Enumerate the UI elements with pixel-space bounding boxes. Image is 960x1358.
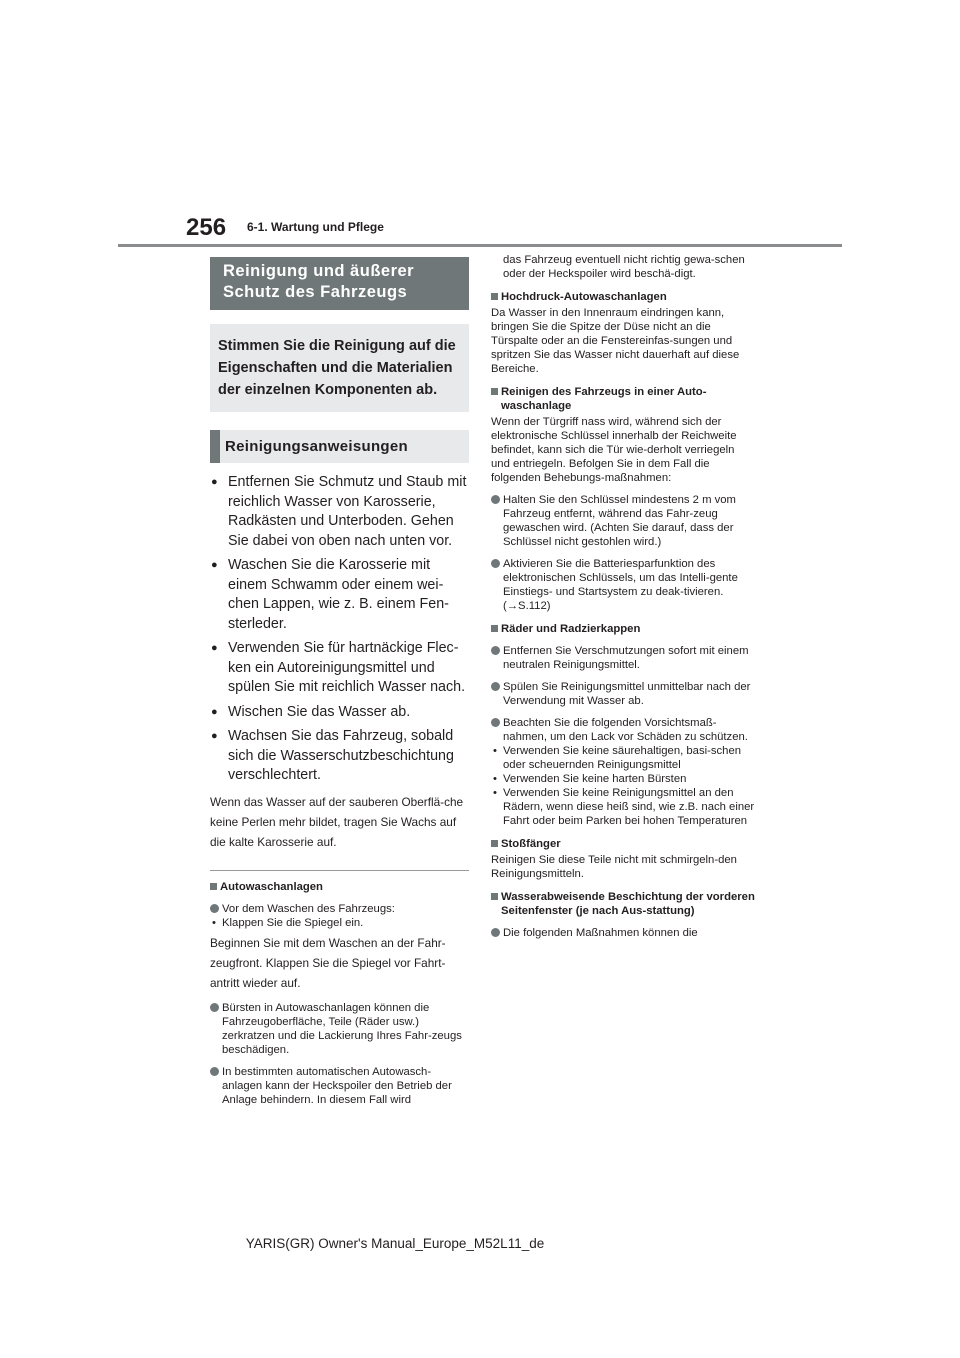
section-title: Reinigung und äußerer Schutz des Fahrzeugs [210, 257, 469, 310]
square-icon [210, 883, 217, 890]
dash-item: • Verwenden Sie keine harten Bürsten [493, 773, 687, 785]
bumper-heading: Stoßfänger [491, 837, 755, 851]
wheels-heading: Räder und Radzierkappen [491, 622, 755, 636]
coating-bullet: Die folgenden Maßnahmen können die [491, 926, 755, 940]
car-wash-clean-heading: Reinigen des Fahrzeugs in einer Auto-waschanlage [491, 385, 755, 413]
bullet-icon: ● [211, 559, 218, 571]
footer-text: YARIS(GR) Owner's Manual_Europe_M52L11_de [245, 1236, 545, 1251]
square-icon [491, 388, 498, 395]
high-pressure-heading: Hochdruck-Autowaschanlagen [491, 290, 755, 304]
circle-bullet-icon [491, 495, 500, 504]
circle-bullet-icon [491, 718, 500, 727]
circle-bullet-icon [210, 1003, 219, 1012]
circle-bullet-icon [491, 928, 500, 937]
footer [0, 1236, 960, 1251]
square-icon [491, 840, 498, 847]
bullet-icon: ● [211, 476, 218, 488]
section-header: 6-1. Wartung und Pflege [247, 220, 384, 234]
circle-bullet-icon [491, 682, 500, 691]
wheels-bullet: Beachten Sie die folgenden Vorsichtsmaß-nahmen, um den Lack vor Schäden zu schützen. [491, 716, 755, 744]
list-item: ● Waschen Sie die Karosserie mit einem Schwamm oder einem wei-chen Lappen, wie z. B. einem Fen-sterleder. [211, 557, 449, 632]
wax-note: Wenn das Wasser auf der sauberen Oberflä-che keine Perlen mehr bildet, tragen Sie Wachs auf die kalte Karosserie auf. [210, 794, 464, 849]
car-wash-bullet: Bürsten in Autowaschanlagen können die Fahrzeugoberfläche, Teile (Räder usw.) zerkratzen und die Lackierung Ihres Fahr-zeugs beschädigen. [210, 1001, 469, 1057]
list-item: ● Verwenden Sie für hartnäckige Flec-ken ein Autoreinigungsmittel und spülen Sie mit reichlich Wasser nach. [211, 640, 466, 695]
wheels-bullet: Entfernen Sie Verschmutzungen sofort mit einem neutralen Reinigungsmittel. [491, 644, 755, 672]
header-rule [118, 244, 842, 247]
page-number: 256 [186, 214, 227, 241]
car-wash-clean-text: Wenn der Türgriff nass wird, während sich der elektronische Schlüssel innerhalb der Reichweite befindet, kann sich die Tür wie-derholt verriegeln und entriegeln. Befolgen Sie in dem Fall die folgenden Behebungs-maßnahmen: [491, 416, 737, 484]
left-column [210, 257, 469, 1107]
square-icon [491, 893, 498, 900]
high-pressure-text: Da Wasser in den Innenraum eindringen kann, bringen Sie die Spitze der Düse nicht an die Türspalte oder an die Fenstereinfas-sungen und spritzen Sie das Wasser nicht dauerhaft auf diese Bereiche. [491, 307, 740, 375]
circle-bullet-icon [210, 1067, 219, 1076]
list-item: ● Wischen Sie das Wasser ab. [210, 703, 469, 723]
instruction-list [210, 473, 469, 786]
right-column [491, 253, 755, 940]
divider [210, 870, 469, 871]
car-wash-clean-bullet: Halten Sie den Schlüssel mindestens 2 m vom Fahrzeug entfernt, während das Fahr-zeug gewaschen wird. (Achten Sie darauf, dass der Schlüssel nicht gestohlen wird.) [491, 493, 755, 549]
square-icon [491, 625, 498, 632]
list-item: ● Entfernen Sie Schmutz und Staub mit reichlich Wasser von Karosserie, Radkästen und Unterboden. Gehen Sie dabei von oben nach unten vor. [211, 474, 467, 549]
car-wash-bullet: In bestimmten automatischen Autowasch-anlagen kann der Heckspoiler den Betrieb der Anlage behindern. In diesem Fall wird [210, 1065, 469, 1107]
coating-heading: Wasserabweisende Beschichtung der vorderen Seitenfenster (je nach Aus-stattung) [491, 890, 755, 918]
list-item: ● Wachsen Sie das Fahrzeug, sobald sich die Wasserschutzbeschichtung verschlechtert. [211, 728, 454, 783]
circle-bullet-icon [210, 904, 219, 913]
car-wash-bullet: Vor dem Waschen des Fahrzeugs: [210, 902, 469, 916]
dash-item: • Verwenden Sie keine Reinigungsmittel an den Rädern, wenn diese heiß sind, wie z.B. nach einer Fahrt oder beim Parken bei hohen Temperaturen [493, 787, 755, 827]
bullet-icon: ● [211, 705, 218, 718]
bullet-icon: ● [211, 730, 218, 742]
dash-item: • Klappen Sie die Spiegel ein. [212, 916, 364, 929]
car-wash-note: Beginnen Sie mit dem Waschen an der Fahr-zeugfront. Klappen Sie die Spiegel vor Fahrt-antritt wieder auf. [210, 935, 446, 990]
car-wash-clean-bullet: Aktivieren Sie die Batteriesparfunktion des elektronischen Schlüssels, um das Intelli-gente Einstiegs- und Startsystem zu deak-tivieren. (→S.112) [491, 557, 755, 613]
square-icon [491, 293, 498, 300]
continuation-text: das Fahrzeug eventuell nicht richtig gewa-schen oder der Heckspoiler wird beschä-digt. [503, 254, 745, 280]
bullet-icon: ● [211, 642, 218, 654]
circle-bullet-icon [491, 646, 500, 655]
wheels-bullet: Spülen Sie Reinigungsmittel unmittelbar nach der Verwendung mit Wasser ab. [491, 680, 755, 708]
car-wash-heading: Autowaschanlagen [210, 880, 469, 894]
subheading: Reinigungsanweisungen [210, 430, 469, 463]
circle-bullet-icon [491, 559, 500, 568]
bumper-text: Reinigen Sie diese Teile nicht mit schmirgeln-den Reinigungsmitteln. [491, 854, 737, 880]
dash-item: • Verwenden Sie keine säurehaltigen, basi-schen oder scheuernden Reinigungsmittel [493, 745, 742, 771]
summary-box: Stimmen Sie die Reinigung auf die Eigenschaften und die Materialien der einzelnen Komponenten ab. [210, 324, 469, 412]
